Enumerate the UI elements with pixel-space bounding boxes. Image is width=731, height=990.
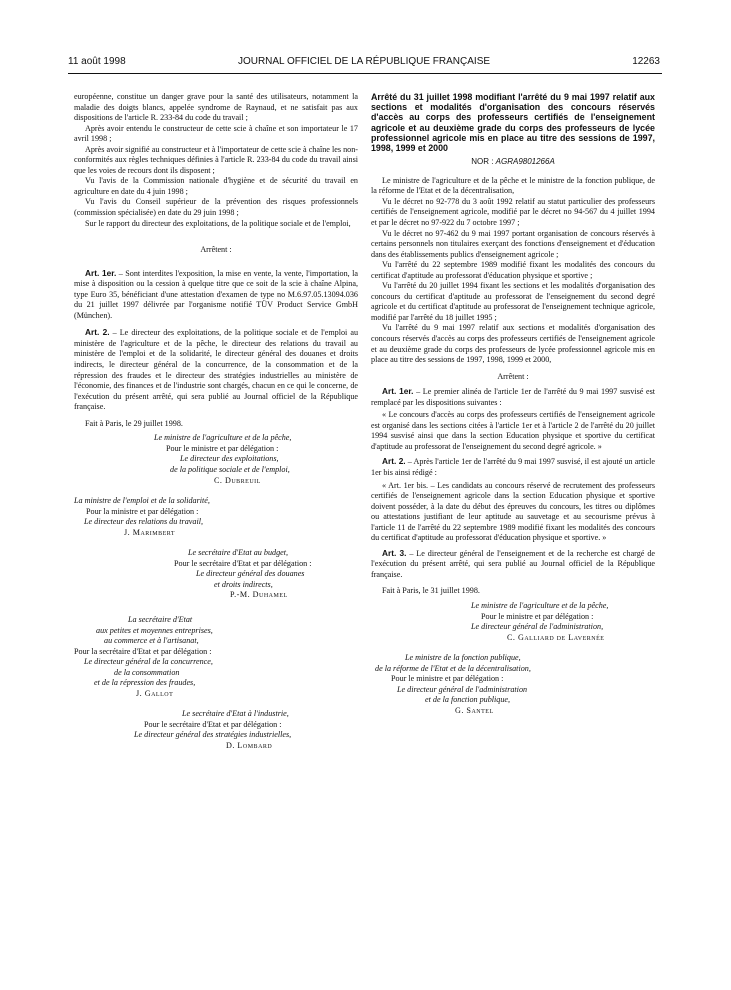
signature-block [371,653,655,716]
paragraph: Vu l'avis de la Commission nationale d'hygiène et de sécurité du travail en agriculture en date du 4 juin 1998 ; [74,176,358,196]
article-quote: « Art. 1er bis. – Les candidats au concours réservé de recrutement des professeurs certifiés de l'enseignement agricole dans la section Education physique et sportive doivent posséder, à la date du début des épreuves du concours, les titres ou diplômes ou attestations justifiant de leur aptitude au sauvetage et au secourisme prévus à l'article 11 de l'arrêté du 22 septembre 1989 modifié fixant les modalités des concours du certificat d'aptitude au professorat d'éducation physique et sportive. » [371,480,655,543]
header-date: 11 août 1998 [68,56,126,67]
page-header [68,56,660,70]
signature-line: Le secrétaire d'Etat au budget, [188,548,289,558]
signature-block [371,601,655,643]
signatory-name: J. Marimbert [124,527,176,537]
nor-reference [371,157,655,168]
signature-line: Le ministre de l'agriculture et de la pêche, [154,433,292,443]
article-text: – Le directeur général de l'enseignement et de la recherche est chargé de l'exécution du présent arrêté, qui sera publié au Journal officiel de la République française. [371,548,655,579]
signature-block [74,615,358,699]
decree-title: Arrêté du 31 juillet 1998 modifiant l'arrêté du 9 mai 1997 relatif aux sections et modalités d'organisation des concours réservés d'accès au corps des professeurs certifiés de l'enseignement agricole et au deuxième grade du corps des professeurs de lycée professionnel agricole mis en place au titre des sessions de 1997, 1998, 1999 et 2000 [371,92,655,154]
signature-block [74,433,358,486]
signature-line: Pour le ministre et par délégation : [481,611,594,621]
signature-line: Le directeur général des douanes [196,569,305,579]
signature-block [74,548,358,601]
signature-line: Le directeur général des stratégies industrielles, [134,730,292,740]
article-label: Art. 3. [382,547,407,558]
header-rule [68,73,662,74]
signature-line: de la consommation [114,667,180,677]
fait-a-paris: Fait à Paris, le 31 juillet 1998. [382,586,480,596]
article-2 [74,327,358,412]
signature-line: Le directeur des relations du travail, [84,517,204,527]
article-label: Art. 2. [382,456,406,467]
signature-line: Le ministre de la fonction publique, [405,653,521,663]
article-text: – Le directeur des exploitations, de la politique sociale et de l'emploi au ministère de l'agriculture et de la pêche, le directeur des relations du travail au ministère de l'emploi et de la solidarité, le directeur général des douanes et droits indirects, le directeur général de la concurrence, de la consommation et de la répression des fraudes et le directeur des stratégies industrielles au ministère de l'économie, des finances et de l'industrie sont chargés, chacun en ce qui le concerne, de l'exécution du présent arrêté, qui sera publié au Journal officiel de la République française. [74,328,359,412]
journal-title: JOURNAL OFFICIEL DE LA RÉPUBLIQUE FRANÇAISE [237,56,491,67]
article-text: – Après l'article 1er de l'arrêté du 9 mai 1997 susvisé, il est ajouté un article 1er bis ainsi rédigé : [371,457,656,477]
signature-line: Pour la ministre et par délégation : [86,506,199,516]
paragraph: Vu le décret no 92-778 du 3 août 1992 relatif au statut particulier des professeurs certifiés de l'enseignement agricole, modifié par le décret no 94-567 du 4 juillet 1994 et par le décret no 97-922 du 7 octobre 1997 ; [371,196,655,227]
signature-line: Le secrétaire d'Etat à l'industrie, [182,709,289,719]
article-label: Art. 2. [85,327,110,338]
signature-line: La ministre de l'emploi et de la solidarité, [74,496,210,506]
article-text: – Le premier alinéa de l'article 1er de l'arrêté du 9 mai 1997 susvisé est remplacé par les dispositions suivantes : [371,387,655,407]
signature-line: La secrétaire d'Etat [128,614,193,624]
signatory-name: C. Galliard de Lavernée [507,632,605,642]
signatory-name: J. Gallot [136,688,174,698]
signature-line: Pour le secrétaire d'Etat et par délégation : [174,558,312,568]
signature-line: Le ministre de l'agriculture et de la pêche, [471,601,609,610]
nor-label: NOR : [471,157,496,167]
signature-block [74,496,358,538]
signatory-name: C. Dubreuil [214,475,261,485]
article-label: Art. 1er. [85,267,117,278]
article-2 [371,456,655,478]
signature-block [74,709,358,751]
arretent-heading: Arrêtent : [497,371,529,381]
signature-line: au commerce et à l'artisanat, [104,636,199,646]
signature-line: Le directeur des exploitations, [180,454,279,464]
page-number: 12263 [632,56,660,67]
paragraph: Le ministre de l'agriculture et de la pêche et le ministre de la fonction publique, de la réforme de l'Etat et de la décentralisation, [371,175,655,196]
signatory-name: G. Santel [455,705,494,715]
article-quote: « Le concours d'accès au corps des professeurs certifiés de l'enseignement agricole est organisé dans les sections citées à l'article 1er et à l'article 2 de l'arrêté du 20 juillet 1994 susvisé ainsi que dans la section Education physique et sportive du certificat d'aptitude au professorat de l'enseignement du second degré agricole. » [371,410,655,451]
article-label: Art. 1er. [382,386,414,397]
signature-line: et de la fonction publique, [425,695,511,705]
signatory-name: D. Lombard [226,740,273,750]
paragraph: Vu l'arrêté du 20 juillet 1994 fixant les sections et les modalités d'organisation des concours du certificat d'aptitude au professorat de l'enseignement du second degré agricole et du certificat d'aptitude au professorat de l'enseignement technique agricole, modifié par l'arrêté du 18 juillet 1995 ; [371,281,655,322]
signature-line: Pour la secrétaire d'Etat et par délégation : [74,646,212,656]
left-column [74,92,358,752]
paragraph: Vu l'arrêté du 22 septembre 1989 modifié fixant les modalités des concours du certificat d'aptitude au professorat d'éducation physique et sportive ; [371,260,655,280]
nor-value: AGRA9801266A [495,157,555,167]
article-text: – Sont interdites l'exposition, la mise en vente, la vente, l'importation, la mise à disposition ou la cession à quelque titre que ce soit de la scie à chaîne Alpina, type Euro 35, bénéficiant d'une attestation d'examen de type no M.6.97.05.13094.036 du 21 juillet 1997 délivrée par l'organisme notifié TÜV Product Service GmbH (München). [74,268,359,320]
signature-line: Pour le ministre et par délégation : [166,443,279,453]
signature-line: Le directeur général de la concurrence, [84,657,213,667]
signature-line: Pour le secrétaire d'Etat et par délégation : [144,719,282,729]
signatory-name: P.-M. Duhamel [230,590,288,600]
signature-line: de la réforme de l'Etat et de la décentralisation, [375,663,531,673]
signature-line: et droits indirects, [214,579,273,589]
paragraph: Vu l'arrêté du 9 mai 1997 relatif aux sections et modalités d'organisation des concours réservés d'accès au corps des professeurs certifiés de l'enseignement agricole et au deuxième grade du corps des professeurs de lycée professionnel agricole mis en place au titre des sessions de 1997, 1998, 1999 et 2000, [371,323,655,365]
signature-line: Pour le ministre et par délégation : [391,674,504,684]
paragraph: Vu l'avis du Conseil supérieur de la prévention des risques professionnels (commission spécialisée) en date du 29 juin 1998 ; [74,197,358,218]
signature-line: Le directeur général de l'administration [397,684,528,694]
right-column [371,92,655,716]
paragraph: Après avoir entendu le constructeur de cette scie à chaîne et son importateur le 17 avril 1998 ; [74,123,358,144]
paragraph: européenne, constitue un danger grave pour la santé des utilisateurs, notamment la maladie des doigts blancs, appelée syndrome de Raynaud, et ne satisfait pas aux dispositions de l'article R. 233-84 du code du travail ; [74,92,358,123]
signature-line: et de la répression des fraudes, [94,678,196,688]
fait-a-paris: Fait à Paris, le 29 juillet 1998. [85,418,183,428]
signature-line: Le directeur général de l'administration, [471,622,604,632]
arretent-heading: Arrêtent : [200,245,232,255]
article-1 [74,268,358,322]
article-1 [371,386,655,408]
article-3 [371,548,655,581]
signature-line: aux petites et moyennes entreprises, [96,625,213,635]
paragraph: Vu le décret no 97-462 du 9 mai 1997 portant organisation de concours réservés à certains personnels non titulaires exerçant des fonctions d'enseignement et d'éducation dans des établissements publics d'enseignement agricole ; [371,228,655,259]
paragraph: Sur le rapport du directeur des exploitations, de la politique sociale et de l'emploi, [85,218,351,228]
paragraph: Après avoir signifié au constructeur et à l'importateur de cette scie à chaîne les non-conformités aux règles techniques définies à l'article R. 233-84 du code du travail ainsi que les voies de recours dont ils disposent ; [74,144,358,175]
signature-line: de la politique sociale et de l'emploi, [170,464,290,474]
